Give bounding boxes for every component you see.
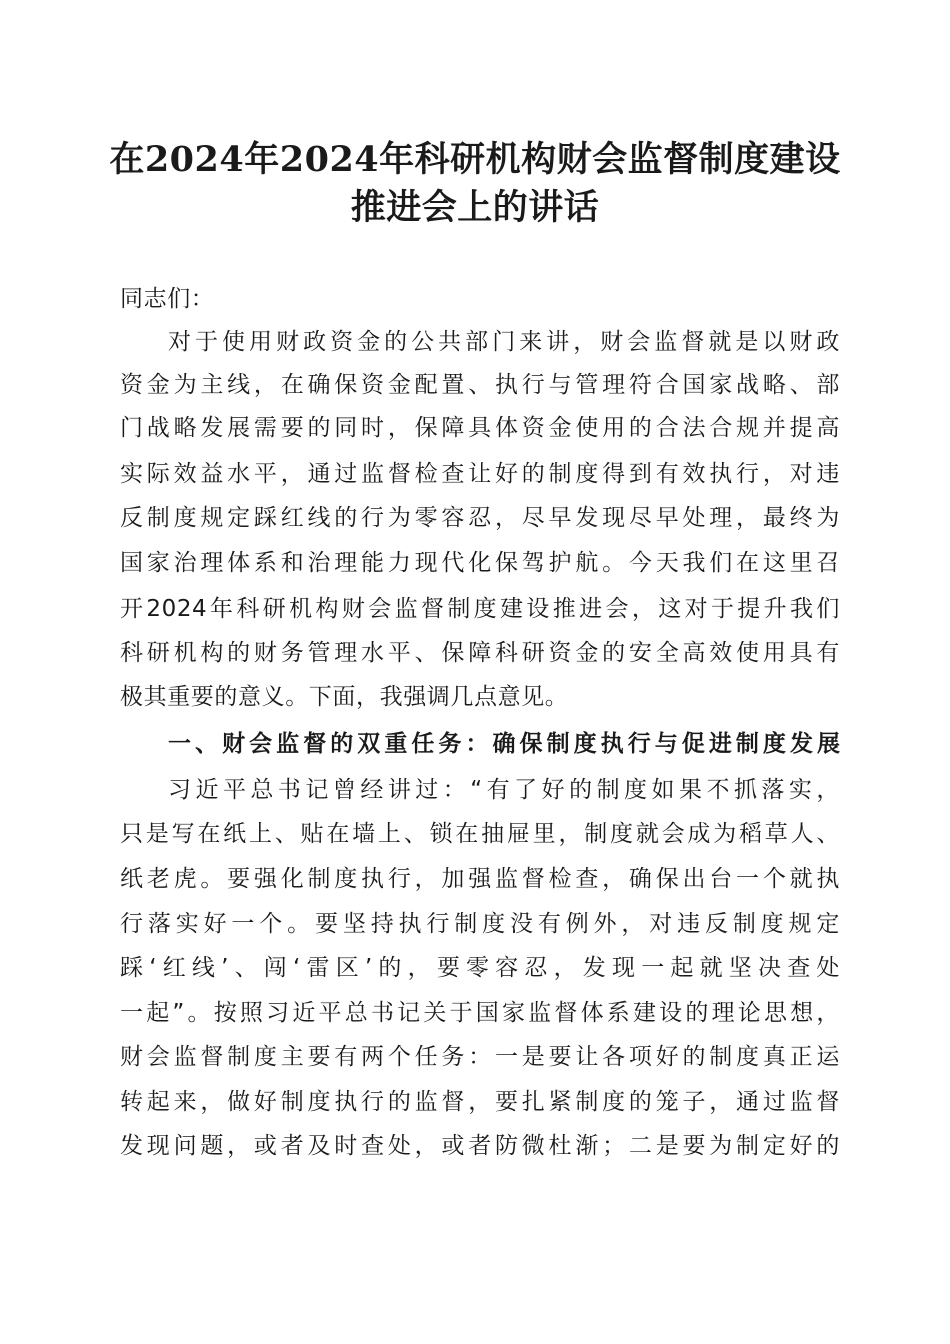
paragraph-2-line-1: 习近平总书记曾经讲过：“有了好的制度如果不抓落实， [168,777,840,803]
paragraph-2-line-8: 转起来，做好制度执行的监督，要扎紧制度的笼子，通过监督 [120,1089,840,1115]
paragraph-2-line-9: 发现问题，或者及时查处，或者防微杜渐；二是要为制定好的 [120,1133,840,1159]
paragraph-1-line-7: 开2024年科研机构财会监督制度建设推进会，这对于提升我们 [120,596,840,622]
paragraph-2-line-7: 财会监督制度主要有两个任务：一是要让各项好的制度真正运 [120,1044,840,1070]
paragraph-2-line-4: 行落实好一个。要坚持执行制度没有例外，对违反制度规定 [120,911,840,937]
paragraph-1-line-8: 科研机构的财务管理水平、保障科研资金的安全高效使用具有 [120,640,840,666]
paragraph-1-line-6: 国家治理体系和治理能力现代化保驾护航。今天我们在这里召 [120,550,840,576]
document-title-line-1: 在2024年2024年科研机构财会监督制度建设 [109,139,841,180]
paragraph-1-line-1: 对于使用财政资金的公共部门来讲，财会监督就是以财政 [168,329,840,355]
paragraph-2-line-6: 一起”。按照习近平总书记关于国家监督体系建设的理论思想， [120,1000,840,1026]
paragraph-1-line-5: 反制度规定踩红线的行为零容忍，尽早发现尽早处理，最终为 [120,505,840,531]
paragraph-1-line-9: 极其重要的意义。下面，我强调几点意见。 [120,684,569,710]
paragraph-1-line-2: 资金为主线，在确保资金配置、执行与管理符合国家战略、部 [120,372,840,398]
document-title-line-2: 推进会上的讲话 [350,187,600,228]
paragraph-2-line-5: 踩‘红线’、闯‘雷区’的，要零容忍，发现一起就坚决查处 [120,955,840,981]
paragraph-1-line-4: 实际效益水平，通过监督检查让好的制度得到有效执行，对违 [120,461,840,487]
paragraph-2-line-2: 只是写在纸上、贴在墙上、锁在抽屉里，制度就会成为稻草人、 [120,821,840,847]
salutation: 同志们： [120,286,215,312]
paragraph-1-line-3: 门战略发展需要的同时，保障具体资金使用的合法合规并提高 [120,415,840,441]
section-heading-1: 一、财会监督的双重任务：确保制度执行与促进制度发展 [168,731,840,757]
paragraph-2-line-3: 纸老虎。要强化制度执行，加强监督检查，确保出台一个就执 [120,866,840,892]
